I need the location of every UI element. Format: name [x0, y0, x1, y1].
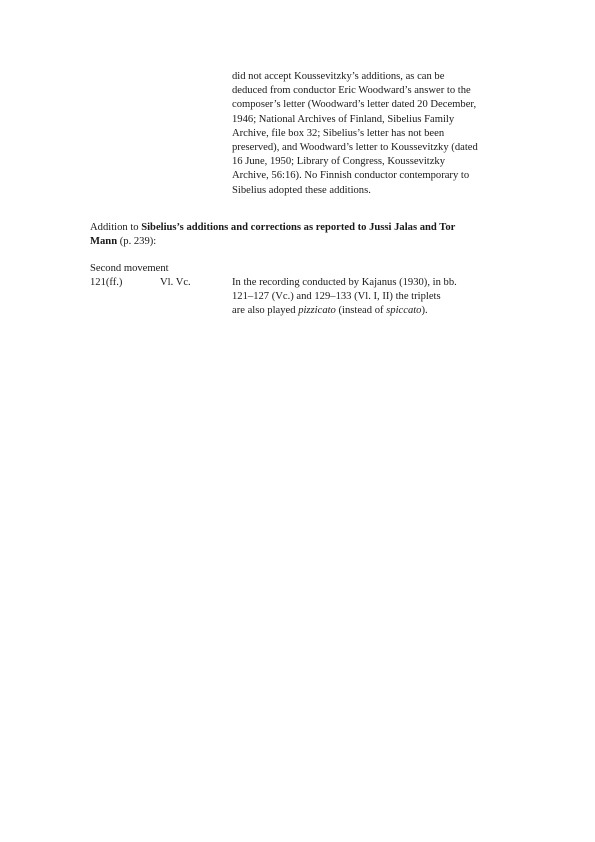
addition-prefix: Addition to: [90, 222, 142, 233]
text-run: are also played: [232, 305, 299, 317]
text-line: did not accept Koussevitzky’s additions, as can be: [232, 71, 445, 82]
entry-comment-line: In the recording conducted by Kajanus (1930), in bb.: [232, 277, 457, 288]
addition-heading-line-2: [90, 235, 520, 249]
entry-bar-numbers: 121(ff.): [90, 277, 123, 288]
entry-instruments: Vl. Vc.: [160, 277, 191, 288]
italic-term-spiccato: spiccato: [386, 305, 422, 317]
entry-comment-line: [232, 304, 514, 318]
text-line: composer’s letter (Woodward’s letter dated 20 December,: [232, 99, 477, 111]
text-line: 1946; National Archives of Finland, Sibelius Family: [232, 113, 455, 125]
text-line: deduced from conductor Eric Woodward’s answer to the: [232, 85, 471, 97]
addition-source-title: Sibelius’s additions and corrections as reported to Jussi Jalas and Tor: [141, 222, 456, 233]
movement-label: Second movement: [90, 263, 169, 274]
italic-term-pizzicato: pizzicato: [298, 305, 336, 317]
addition-heading-line-1: [90, 221, 520, 235]
text-line: Archive, file box 32; Sibelius’s letter has not been: [232, 127, 445, 139]
text-line: preserved), and Woodward’s letter to Koussevitzky (dated: [232, 142, 478, 154]
text-run: (instead of: [335, 305, 387, 317]
continued-commentary-paragraph: [232, 70, 514, 198]
addition-source-title-end: Mann: [90, 236, 118, 247]
entry-comment-line: 121–127 (Vc.) and 129–133 (Vl. I, II) the triplets: [232, 291, 441, 303]
entry-comment: [232, 276, 514, 319]
text-line: Sibelius adopted these additions.: [232, 184, 371, 196]
text-line: Archive, 56:16). No Finnish conductor contemporary to: [232, 170, 470, 182]
addition-heading: [90, 221, 520, 249]
text-line: 16 June, 1950; Library of Congress, Koussevitzky: [232, 156, 446, 168]
text-run: ).: [421, 305, 428, 317]
addition-page-ref: (p. 239):: [117, 236, 157, 247]
